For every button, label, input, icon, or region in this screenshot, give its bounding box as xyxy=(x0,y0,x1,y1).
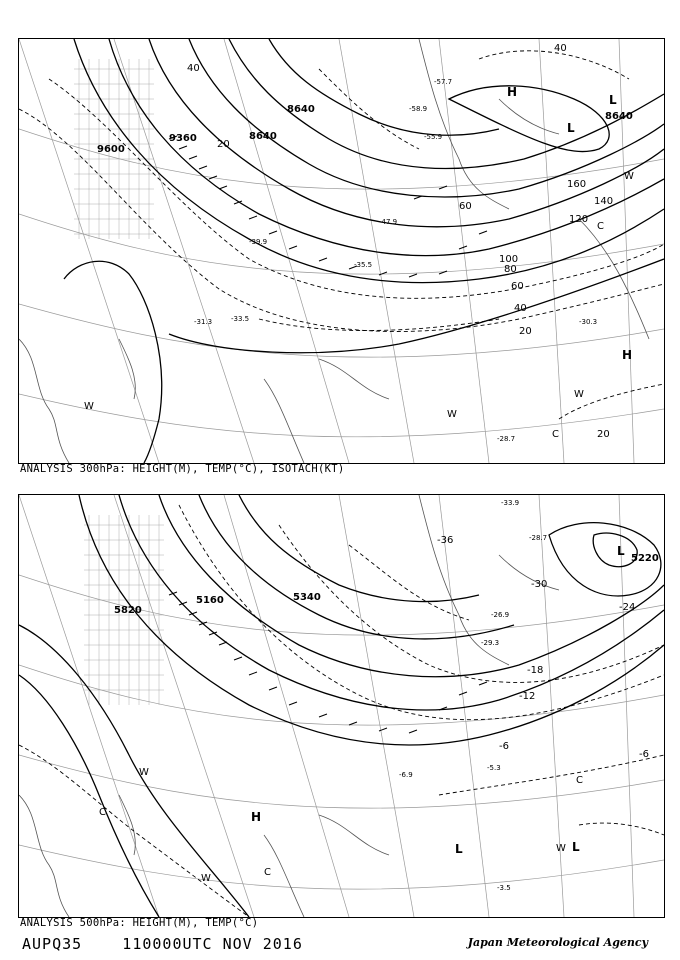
high-center-500: H xyxy=(251,810,262,824)
chart-code-and-time: AUPQ35 110000UTC NOV 2016 xyxy=(22,935,303,953)
height-label-9360: 9360 xyxy=(169,133,197,144)
temp-label-8: -55.9 xyxy=(424,133,443,141)
warm-center-500-1: W xyxy=(556,843,566,854)
isotach-label-20-d: 20 xyxy=(597,429,610,440)
isotach-label-60: 60 xyxy=(511,281,524,292)
high-center-1: H xyxy=(507,85,518,99)
low-center-500-3: L xyxy=(572,840,580,854)
height-label-8640-a: 8640 xyxy=(287,104,315,115)
map-500hpa xyxy=(19,495,664,917)
cold-center-2: C xyxy=(552,429,559,440)
temp-label-2: -33.5 xyxy=(231,315,250,323)
cold-center-500-2: C xyxy=(264,867,271,878)
height-label-5340: 5340 xyxy=(293,592,321,603)
temp-label-500-2: -6.9 xyxy=(399,771,413,779)
cold-center-1: C xyxy=(597,221,604,232)
temp-label-4: -30.3 xyxy=(579,318,598,326)
warm-center-1: W xyxy=(84,401,94,412)
height-label-5160: 5160 xyxy=(196,595,224,606)
temp-label-5: -28.7 xyxy=(497,435,516,443)
height-label-5820: 5820 xyxy=(114,605,142,616)
temp-contour-minus18: -18 xyxy=(527,665,544,676)
low-center-500-1: L xyxy=(617,544,625,558)
temp-label-7: -58.9 xyxy=(409,105,428,113)
temp-contours-500 xyxy=(19,505,664,917)
chart-500hpa xyxy=(18,494,665,918)
isotach-label-120: 120 xyxy=(569,214,589,225)
temp-label-6: -57.7 xyxy=(434,78,453,86)
warm-center-4: W xyxy=(624,171,634,182)
isotach-label-20: 20 xyxy=(519,326,532,337)
temp-label-10: -39.9 xyxy=(249,238,268,246)
temp-label-500-1: -5.3 xyxy=(487,764,501,772)
temp-label-500-4: -26.9 xyxy=(491,611,510,619)
temp-label-500-7: -28.7 xyxy=(529,534,548,542)
agency-name: Japan Meteorological Agency xyxy=(467,936,648,949)
isotach-label-60-b: 60 xyxy=(459,201,472,212)
low-center-500-2: L xyxy=(455,842,463,856)
isotach-label-20-c: 20 xyxy=(217,139,230,150)
chart-300hpa xyxy=(18,38,665,464)
temp-contour-minus24: -24 xyxy=(619,602,636,613)
temp-contour-minus6: -6 xyxy=(499,741,509,752)
warm-center-2: W xyxy=(447,409,457,420)
height-contours-500 xyxy=(19,495,664,917)
map-300hpa xyxy=(19,39,664,463)
isotach-label-40-b: 40 xyxy=(187,63,200,74)
high-center-2: H xyxy=(622,348,633,362)
temp-label-500-6: -33.9 xyxy=(501,499,520,507)
isotach-label-40-c: 40 xyxy=(554,43,567,54)
height-label-5220: 5220 xyxy=(631,553,659,564)
temp-label-1: -31.3 xyxy=(194,318,213,326)
warm-center-500-3: W xyxy=(201,873,211,884)
temp-label-3: -35.5 xyxy=(354,261,373,269)
warm-center-3: W xyxy=(574,389,584,400)
coastlines-500 xyxy=(19,495,559,917)
isotach-label-40: 40 xyxy=(514,303,527,314)
warm-center-500-2: W xyxy=(139,767,149,778)
temp-contour-minus6-b: -6 xyxy=(639,749,649,760)
graticule xyxy=(19,39,664,463)
low-center-1: L xyxy=(609,93,617,107)
temp-label-9: -47.9 xyxy=(379,218,398,226)
cold-center-500-1: C xyxy=(99,807,106,818)
height-label-9600: 9600 xyxy=(97,144,125,155)
cold-center-500-3: C xyxy=(576,775,583,786)
height-label-8640-c: 8640 xyxy=(249,131,277,142)
isotach-label-80: 80 xyxy=(504,264,517,275)
isotach-label-140: 140 xyxy=(594,196,614,207)
isotach-label-100: 100 xyxy=(499,254,519,265)
wind-barbs-500 xyxy=(169,592,487,733)
coastlines xyxy=(19,39,649,463)
low-center-2: L xyxy=(567,121,575,135)
caption-300hpa: ANALYSIS 300hPa: HEIGHT(M), TEMP(°C), ISOTACH(KT) xyxy=(20,463,345,475)
temp-contour-minus36: -36 xyxy=(437,535,454,546)
caption-500hpa: ANALYSIS 500hPa: HEIGHT(M), TEMP(°C) xyxy=(20,917,259,929)
temp-label-500-3: -3.5 xyxy=(497,884,511,892)
height-label-8640-b: 8640 xyxy=(605,111,633,122)
isotach-label-160: 160 xyxy=(567,179,587,190)
isotachs xyxy=(19,51,664,419)
graticule-500 xyxy=(19,495,664,917)
temp-contour-minus30: -30 xyxy=(531,579,548,590)
temp-contour-minus12: -12 xyxy=(519,691,536,702)
temp-label-500-5: -29.3 xyxy=(481,639,500,647)
